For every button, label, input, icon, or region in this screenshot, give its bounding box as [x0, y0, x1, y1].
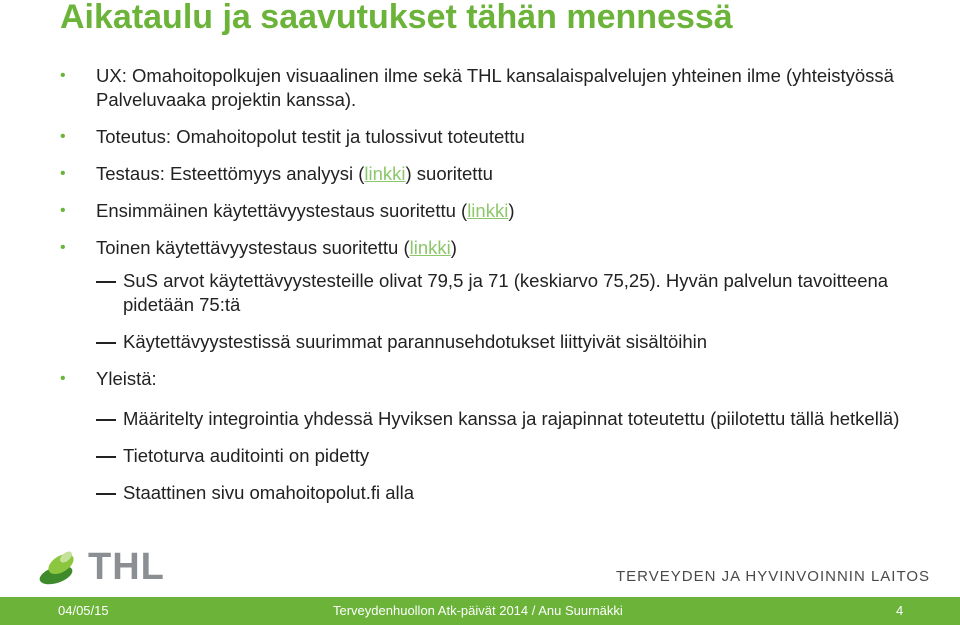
thl-logo	[36, 546, 165, 588]
page-number: 4	[896, 603, 904, 618]
subbullet-sus: SuS arvot käytettävyystesteille olivat 79,5 ja 71 (keskiarvo 75,25). Hyvän palvelun tavoitteena pidetään 75:tä	[60, 269, 940, 317]
link-toinen[interactable]: linkki	[409, 237, 451, 258]
bullet-toinen	[60, 236, 940, 260]
footer-center: Terveydenhuollon Atk-päivät 2014 / Anu Suurnäkki	[333, 603, 623, 618]
bullet-ensimmainen	[60, 199, 940, 223]
bullet-text: Toinen käytettävyystestaus suoritettu (	[96, 237, 410, 258]
footer-date: 04/05/15	[58, 603, 109, 618]
bullet-text: Testaus: Esteettömyys analyysi (	[96, 163, 365, 184]
organization-name: TERVEYDEN JA HYVINVOINNIN LAITOS	[616, 568, 931, 585]
slide-content	[60, 64, 940, 518]
bullet-text: )	[508, 200, 515, 221]
subbullet-parannus: Käytettävyystestissä suurimmat parannusehdotukset liittyivät sisältöihin	[60, 330, 940, 354]
bullet-text: )	[450, 237, 457, 258]
bullet-yleista: • Yleistä:	[60, 367, 940, 391]
bullet-text: ) suoritettu	[405, 163, 493, 184]
logo-text: THL	[88, 545, 165, 588]
link-ensimmainen[interactable]: linkki	[467, 200, 509, 221]
subbullet-integrointi: Määritelty integrointia yhdessä Hyviksen kanssa ja rajapinnat toteutettu (piilotettu tällä hetkellä)	[60, 407, 940, 431]
bullet-toteutus: • Toteutus: Omahoitopolut testit ja tulossivut toteutettu	[60, 125, 940, 149]
subbullet-tietoturva: Tietoturva auditointi on pidetty	[60, 444, 940, 468]
slide-title: Aikataulu ja saavutukset tähän mennessä	[60, 0, 733, 36]
bullet-testaus	[60, 162, 940, 186]
link-testaus[interactable]: linkki	[364, 163, 406, 184]
footer-bar	[0, 597, 960, 625]
bullet-text: Ensimmäinen käytettävyystestaus suoritettu (	[96, 200, 468, 221]
subbullet-staattinen: Staattinen sivu omahoitopolut.fi alla	[60, 481, 940, 505]
bullet-ux: • UX: Omahoitopolkujen visuaalinen ilme sekä THL kansalaispalvelujen yhteinen ilme (yhteistyössä Palveluvaaka projektin kanssa).	[60, 64, 940, 112]
thl-leaf-icon	[36, 547, 82, 587]
